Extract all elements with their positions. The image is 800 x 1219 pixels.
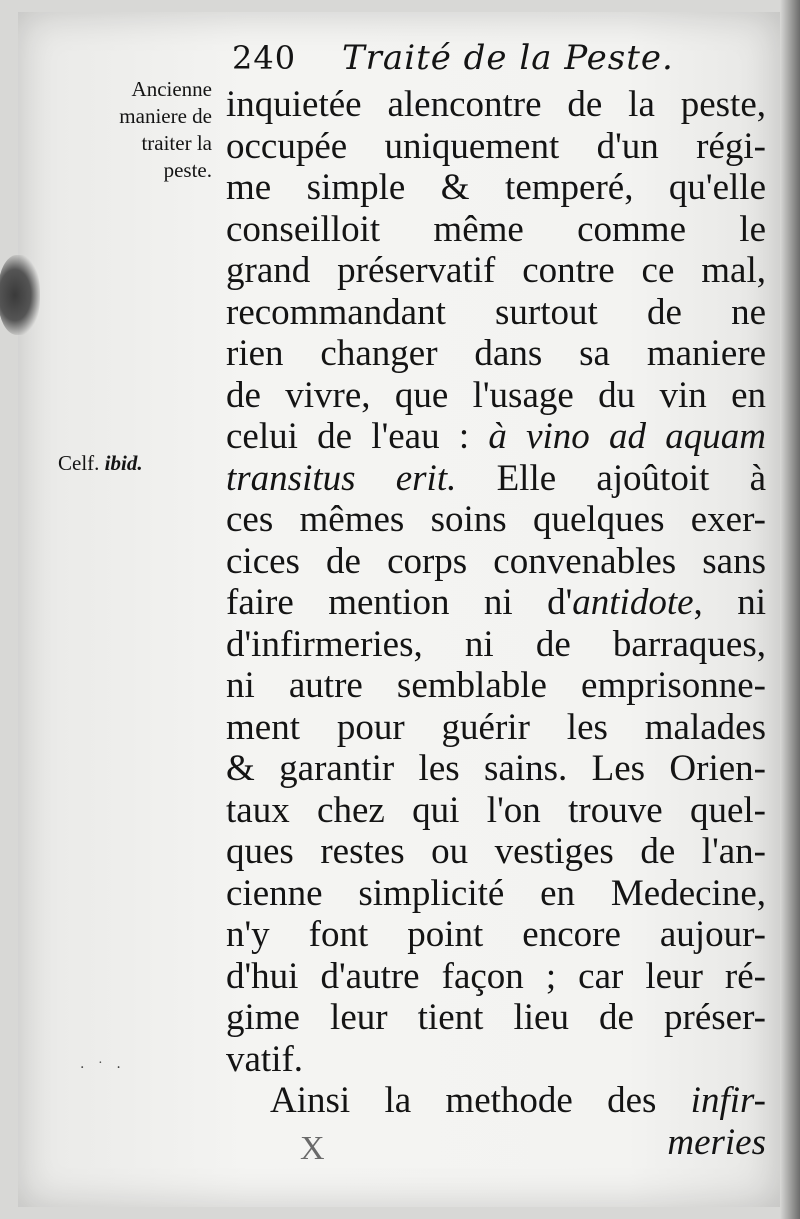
text-run-italic: infir- <box>690 1080 766 1121</box>
text-run: grand préservatif contre ce mal, <box>226 250 766 291</box>
text-run: n'y font point encore aujour- <box>226 914 766 955</box>
margin-note-topic <box>30 76 212 184</box>
text-run: me simple & temperé, qu'elle <box>226 167 766 208</box>
citation-work: ibid. <box>104 451 143 475</box>
text-line <box>226 416 766 458</box>
text-run: de vivre, que l'usage du vin en <box>226 374 766 416</box>
text-line <box>226 790 766 832</box>
text-run-italic: transitus erit. <box>226 457 457 499</box>
text-run: occupée uniquement d'un régi- <box>226 125 766 167</box>
text-line <box>226 458 766 500</box>
text-line <box>226 624 766 666</box>
text-run: ces mêmes soins quelques exer- <box>226 499 766 540</box>
running-title: Traité de la Peste. <box>342 38 674 78</box>
text-run: inquietée alencontre de la peste, <box>226 84 766 125</box>
gutter-shadow <box>780 0 800 1219</box>
text-run: cices de corps convenables sans <box>226 540 766 582</box>
text-line <box>226 167 766 209</box>
text-line <box>226 84 766 126</box>
text-run: Elle ajoûtoit à <box>456 457 767 499</box>
text-line <box>226 914 766 956</box>
text-line <box>226 997 766 1039</box>
text-run: rien changer dans sa maniere <box>226 333 766 374</box>
ink-stain <box>0 255 40 335</box>
text-line <box>226 665 766 707</box>
text-run-italic: antidote <box>572 582 694 623</box>
citation-author: Celf. <box>58 451 100 475</box>
text-line <box>226 250 766 292</box>
text-run: celui de l'eau : <box>226 416 489 457</box>
text-line <box>226 209 766 251</box>
text-line <box>226 126 766 168</box>
paper-specks: · ˙ · <box>80 1060 125 1076</box>
text-line <box>226 292 766 334</box>
text-line <box>226 499 766 541</box>
text-run: d'hui d'autre façon ; car leur ré- <box>226 955 766 997</box>
margin-note-line: peste. <box>163 158 212 182</box>
margin-citation <box>58 450 208 477</box>
text-run: ment pour guérir les malades <box>226 706 766 748</box>
text-line <box>226 541 766 583</box>
text-run: conseilloit même comme le <box>226 208 766 250</box>
text-line <box>226 748 766 790</box>
text-line <box>226 333 766 375</box>
page-header <box>232 36 752 86</box>
margin-note-line: traiter la <box>141 131 212 155</box>
text-run-italic: à vino ad aquam <box>488 416 766 457</box>
margin-note-line: Ancienne <box>131 77 212 101</box>
text-run-italic: meries <box>667 1121 766 1163</box>
margin-note-line: maniere de <box>119 104 212 128</box>
text-run: Ainsi la methode des <box>270 1080 691 1121</box>
text-run: d'infirmeries, ni de barraques, <box>226 623 766 665</box>
text-line <box>226 873 766 915</box>
text-run: taux chez qui l'on trouve quel- <box>226 789 766 831</box>
text-line <box>226 582 766 624</box>
text-run: faire mention ni d' <box>226 582 573 623</box>
text-run: & garantir les sains. Les Orien- <box>226 748 766 789</box>
text-run: ques restes ou vestiges de l'an- <box>226 831 766 872</box>
text-line <box>226 707 766 749</box>
text-run: gime leur tient lieu de préser- <box>226 997 766 1038</box>
text-line <box>226 1039 766 1081</box>
text-line <box>270 1080 766 1122</box>
text-line <box>226 956 766 998</box>
text-run: vatif. <box>226 1038 304 1080</box>
text-line <box>226 831 766 873</box>
text-run: ni autre semblable emprisonne- <box>226 665 766 706</box>
text-run: , ni <box>693 582 766 623</box>
signature-mark: X <box>300 1130 325 1167</box>
page-number: 240 <box>232 39 297 77</box>
text-run: cienne simplicité en Medecine, <box>226 872 766 914</box>
text-line <box>226 375 766 417</box>
text-run: recommandant surtout de ne <box>226 291 766 333</box>
